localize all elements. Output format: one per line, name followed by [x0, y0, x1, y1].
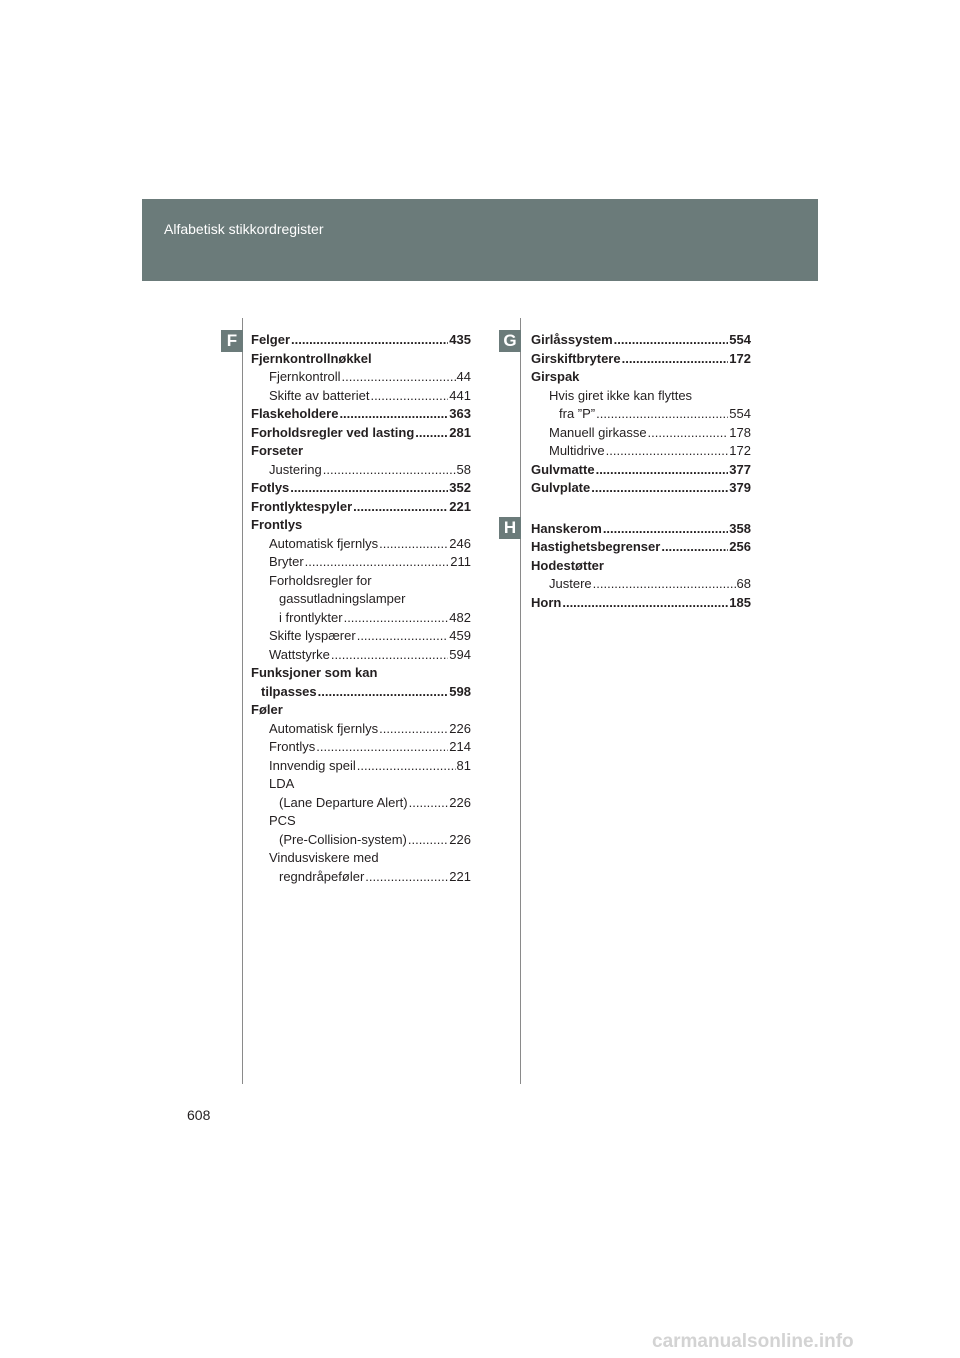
- leader-dots: [661, 538, 728, 557]
- entry-label: Funksjoner som kan: [251, 665, 378, 680]
- leader-dots: [370, 387, 448, 406]
- index-entry: [531, 331, 751, 350]
- index-entry: [251, 775, 471, 794]
- entry-page: 44: [456, 369, 471, 384]
- entry-label: Frontlyktespyler: [251, 498, 353, 514]
- entry-page: 256: [729, 539, 751, 554]
- entry-label: Girskiftbrytere: [531, 350, 621, 366]
- entry-label: regndråpeføler: [279, 868, 365, 884]
- entry-label: Skifte lyspærer: [269, 628, 356, 643]
- entry-page: 226: [449, 794, 471, 810]
- index-column-gh: [531, 331, 751, 612]
- entry-label: gassutladningslamper: [279, 591, 406, 606]
- entry-label: Automatisk fjernlys: [269, 720, 379, 736]
- leader-dots: [379, 720, 448, 739]
- section-letter-h: H: [499, 517, 521, 539]
- entry-page: 379: [729, 480, 751, 495]
- index-entry: [531, 387, 751, 406]
- index-entry: [251, 479, 471, 498]
- leader-dots: [622, 350, 729, 369]
- entry-label: i frontlykter: [279, 609, 343, 625]
- column-divider-middle: [520, 318, 521, 1084]
- entry-label: fra ”P”: [559, 406, 596, 421]
- index-entry: [531, 538, 751, 557]
- leader-dots: [357, 627, 449, 646]
- entry-page: 226: [449, 831, 471, 847]
- entry-page: 221: [449, 498, 471, 514]
- leader-dots: [316, 738, 448, 757]
- index-entry: [251, 868, 471, 887]
- entry-page: 246: [449, 535, 471, 551]
- entry-label: (Pre-Collision-system): [279, 831, 407, 847]
- entry-label: Forholdsregler for: [269, 572, 372, 588]
- entry-page: 178: [729, 424, 751, 440]
- entry-label: Forholdsregler ved lasting: [251, 424, 415, 440]
- leader-dots: [331, 646, 448, 665]
- index-entry: [251, 812, 471, 831]
- entry-label: Wattstyrke: [269, 646, 330, 662]
- entry-label: Automatisk fjernlys: [269, 535, 379, 551]
- entry-label: Hodestøtter: [531, 557, 604, 573]
- entry-page: 211: [450, 554, 471, 569]
- leader-dots: [353, 498, 448, 517]
- leader-dots: [596, 405, 728, 424]
- entry-page: 352: [449, 480, 471, 495]
- index-entry: [251, 720, 471, 739]
- entry-page: 441: [449, 387, 471, 403]
- index-entry: [251, 664, 471, 683]
- entry-label: Bryter: [269, 554, 304, 569]
- leader-dots: [415, 424, 448, 443]
- entry-page: 172: [729, 443, 751, 458]
- leader-dots: [408, 831, 448, 850]
- leader-dots: [339, 405, 448, 424]
- entry-page: 214: [449, 739, 471, 754]
- index-entry: [531, 557, 751, 576]
- index-entry: [251, 331, 471, 350]
- index-entry: [251, 387, 471, 406]
- index-entry: [251, 590, 471, 609]
- index-entry: [531, 575, 751, 594]
- leader-dots: [606, 442, 729, 461]
- entry-page: 185: [729, 594, 751, 610]
- entry-label: (Lane Departure Alert): [279, 794, 408, 810]
- leader-dots: [291, 331, 448, 350]
- entry-label: tilpasses: [261, 683, 317, 699]
- index-entry: [531, 594, 751, 613]
- index-entry: [531, 350, 751, 369]
- page-header: [142, 199, 818, 281]
- index-entry: [251, 572, 471, 591]
- entry-label: Vindusviskere med: [269, 850, 379, 865]
- entry-page: 554: [729, 332, 751, 347]
- entry-page: 377: [729, 461, 751, 477]
- leader-dots: [593, 575, 736, 594]
- entry-page: 226: [449, 720, 471, 736]
- index-entry: [251, 831, 471, 850]
- leader-dots: [614, 331, 729, 350]
- entry-label: Girspak: [531, 369, 580, 384]
- entry-label: Gulvmatte: [531, 461, 595, 477]
- entry-page: 58: [456, 461, 471, 477]
- leader-dots: [342, 368, 456, 387]
- leader-dots: [323, 461, 456, 480]
- leader-dots: [344, 609, 449, 628]
- index-entry: [251, 516, 471, 535]
- leader-dots: [409, 794, 449, 813]
- section-letter-f: F: [221, 330, 243, 352]
- entry-page: 459: [449, 628, 471, 643]
- entry-label: PCS: [269, 813, 296, 828]
- index-section-h: [531, 520, 751, 613]
- index-entry: [251, 461, 471, 480]
- entry-label: Justering: [269, 461, 322, 477]
- entry-page: 358: [729, 520, 751, 536]
- index-entry: [531, 520, 751, 539]
- index-section-g: [531, 331, 751, 498]
- leader-dots: [379, 535, 448, 554]
- index-entry: [531, 405, 751, 424]
- entry-page: 435: [449, 332, 471, 347]
- entry-label: Felger: [251, 332, 291, 347]
- index-entry: [251, 849, 471, 868]
- entry-label: Innvendig speil: [269, 757, 356, 773]
- entry-page: 81: [456, 757, 471, 773]
- index-entry: [251, 609, 471, 628]
- index-entry: [251, 757, 471, 776]
- entry-label: Hastighetsbegrenser: [531, 539, 661, 554]
- leader-dots: [648, 424, 729, 443]
- index-entry: [251, 627, 471, 646]
- entry-label: Frontlys: [251, 517, 303, 532]
- index-entry: [251, 442, 471, 461]
- entry-label: Føler: [251, 702, 283, 717]
- entry-label: Forseter: [251, 443, 304, 458]
- watermark: carmanualsonline.info: [652, 1331, 854, 1352]
- entry-page: 594: [449, 646, 471, 662]
- index-entry: [251, 405, 471, 424]
- index-entry: [531, 424, 751, 443]
- entry-page: 554: [729, 406, 751, 421]
- index-entry: [251, 553, 471, 572]
- column-divider-left: [242, 318, 243, 1084]
- index-entry: [251, 701, 471, 720]
- entry-page: 482: [449, 609, 471, 625]
- index-entry: [531, 368, 751, 387]
- index-entry: [251, 794, 471, 813]
- page-number: 608: [187, 1107, 211, 1123]
- leader-dots: [591, 479, 728, 498]
- entry-label: Fotlys: [251, 480, 290, 495]
- leader-dots: [596, 461, 729, 480]
- section-letter-g: G: [499, 330, 521, 352]
- entry-label: Hvis giret ikke kan flyttes: [549, 387, 693, 403]
- entry-label: Fjernkontrollnøkkel: [251, 350, 372, 366]
- entry-label: Justere: [549, 576, 592, 591]
- index-column-f: [251, 331, 471, 886]
- leader-dots: [357, 757, 456, 776]
- leader-dots: [305, 553, 450, 572]
- entry-label: Horn: [531, 594, 562, 610]
- index-entry: [251, 368, 471, 387]
- entry-label: Skifte av batteriet: [269, 387, 370, 403]
- index-entry: [251, 350, 471, 369]
- entry-page: 281: [449, 424, 471, 440]
- index-entry: [531, 479, 751, 498]
- index-entry: [251, 683, 471, 702]
- entry-label: Flaskeholdere: [251, 406, 339, 421]
- index-entry: [251, 738, 471, 757]
- entry-page: 363: [449, 406, 471, 421]
- entry-label: Hanskerom: [531, 520, 602, 536]
- entry-label: Manuell girkasse: [549, 424, 647, 440]
- leader-dots: [290, 479, 448, 498]
- leader-dots: [365, 868, 448, 887]
- index-entry: [531, 461, 751, 480]
- leader-dots: [603, 520, 728, 539]
- index-entry: [251, 424, 471, 443]
- header-title: Alfabetisk stikkordregister: [164, 221, 324, 237]
- entry-page: 598: [449, 683, 471, 699]
- index-entry: [531, 442, 751, 461]
- entry-label: LDA: [269, 776, 295, 791]
- entry-label: Multidrive: [549, 443, 605, 458]
- entry-page: 68: [736, 576, 751, 591]
- index-entry: [251, 498, 471, 517]
- index-entry: [251, 646, 471, 665]
- entry-label: Gulvplate: [531, 480, 591, 495]
- leader-dots: [318, 683, 449, 702]
- entry-page: 172: [729, 350, 751, 366]
- entry-label: Girlåssystem: [531, 332, 613, 347]
- leader-dots: [562, 594, 728, 613]
- entry-page: 221: [449, 868, 471, 884]
- section-spacer: [531, 498, 751, 520]
- entry-label: Frontlys: [269, 739, 316, 754]
- index-entry: [251, 535, 471, 554]
- entry-label: Fjernkontroll: [269, 369, 341, 384]
